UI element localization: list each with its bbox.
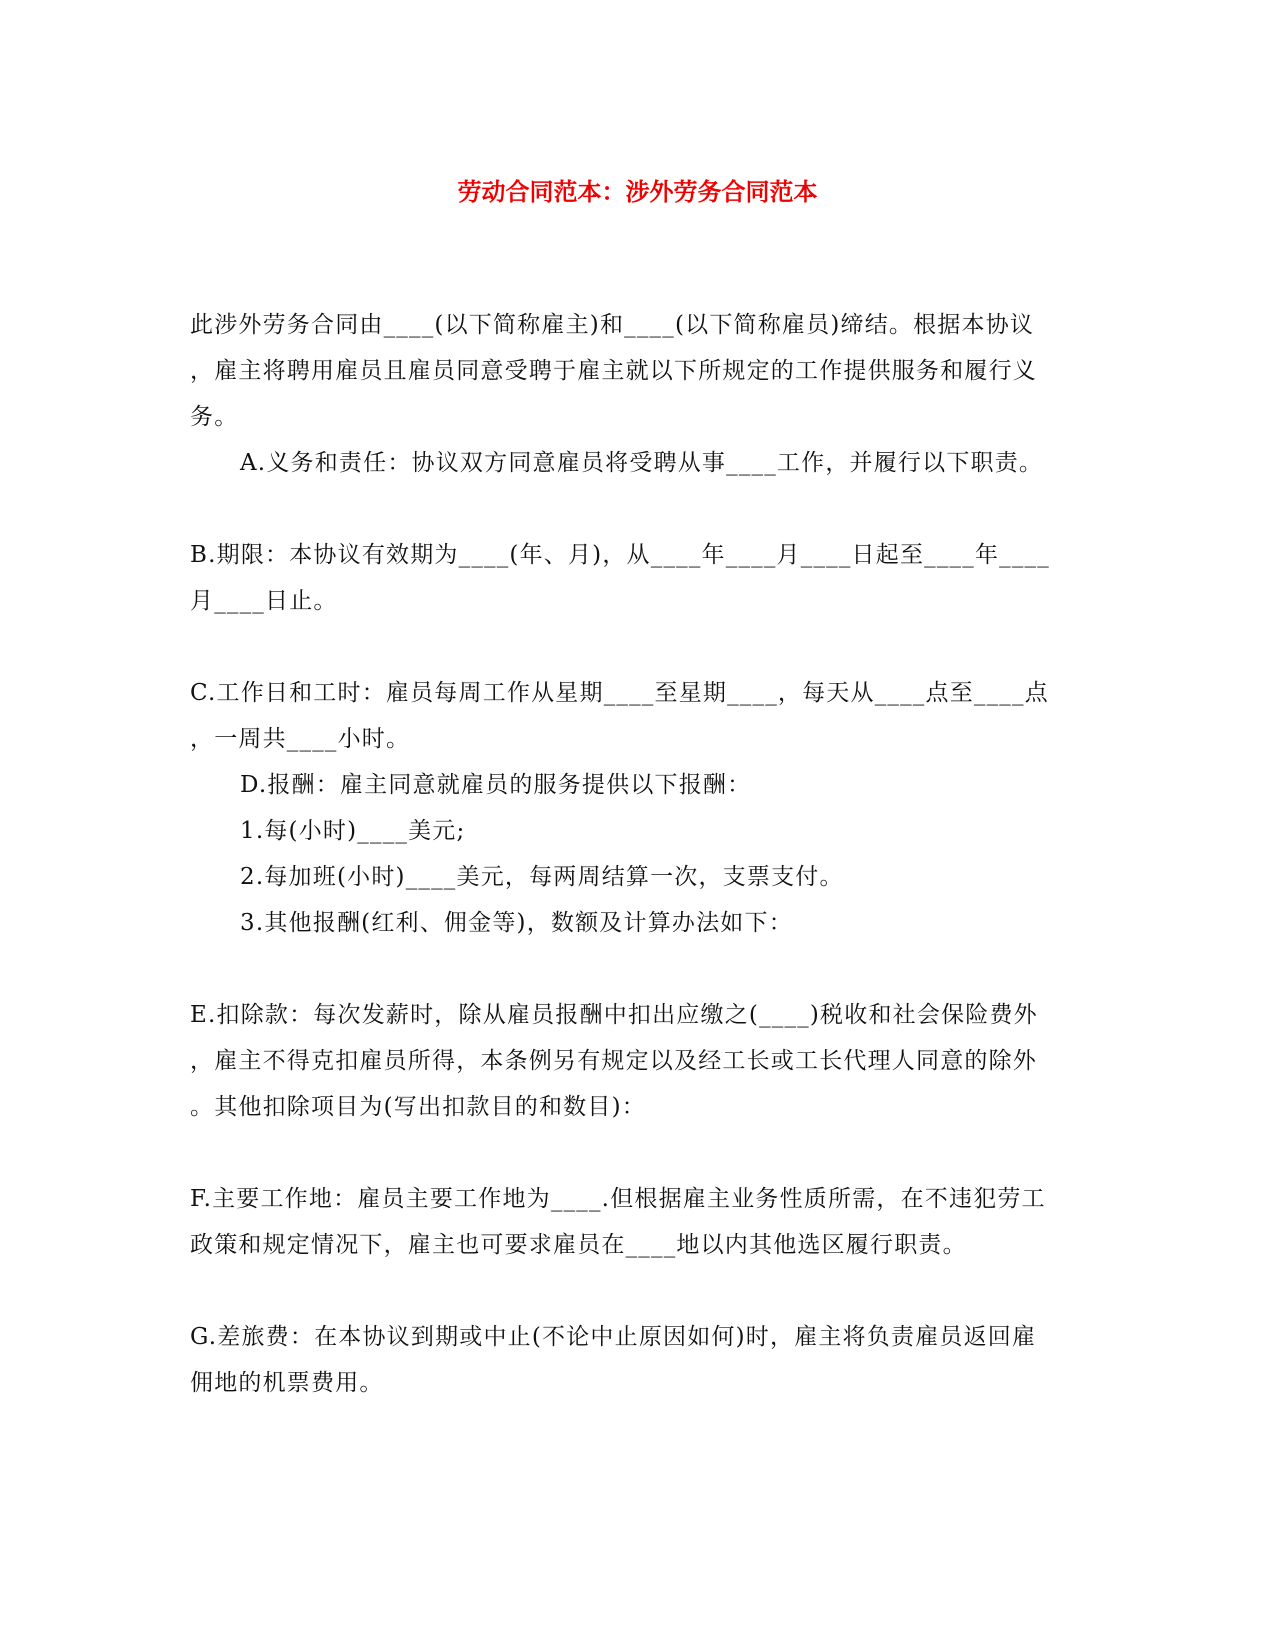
text-line: 月____日止。 — [190, 588, 338, 614]
text-line: 务。 — [190, 404, 239, 430]
text-line: C.工作日和工时：雇员每周工作从星期____至星期____，每天从____点至____点 — [190, 680, 1049, 706]
text-line: ，雇主将聘用雇员且雇员同意受聘于雇主就以下所规定的工作提供服务和履行义 — [190, 358, 1037, 384]
text-line: B.期限：本协议有效期为____(年、月)，从____年____月____日起至____年____ — [190, 542, 1050, 568]
text-line: 2.每加班(小时)____美元，每两周结算一次，支票支付。 — [240, 864, 844, 890]
document-title: 劳动合同范本：涉外劳务合同范本 — [457, 178, 818, 206]
text-line: 佣地的机票费用。 — [190, 1370, 384, 1396]
text-line: A.义务和责任：协议双方同意雇员将受聘从事____工作，并履行以下职责。 — [240, 450, 1044, 476]
text-line: D.报酬：雇主同意就雇员的服务提供以下报酬： — [240, 772, 752, 798]
text-line: 此涉外劳务合同由____(以下简称雇主)和____(以下简称雇员)缔结。根据本协议 — [190, 312, 1035, 338]
text-line: ，雇主不得克扣雇员所得，本条例另有规定以及经工长或工长代理人同意的除外 — [190, 1048, 1037, 1074]
text-line: F.主要工作地：雇员主要工作地为____.但根据雇主业务性质所需，在不违犯劳工 — [190, 1186, 1046, 1212]
text-line: 。其他扣除项目为(写出扣款目的和数目)： — [190, 1094, 646, 1120]
text-line: ，一周共____小时。 — [190, 726, 411, 752]
text-line: 1.每(小时)____美元; — [240, 818, 466, 844]
text-line: G.差旅费：在本协议到期或中止(不论中止原因如何)时，雇主将负责雇员返回雇 — [190, 1324, 1037, 1350]
text-line: E.扣除款：每次发薪时，除从雇员报酬中扣出应缴之(____)税收和社会保险费外 — [190, 1002, 1038, 1028]
text-line: 政策和规定情况下，雇主也可要求雇员在____地以内其他选区履行职责。 — [190, 1232, 967, 1258]
text-line: 3.其他报酬(红利、佣金等)，数额及计算办法如下： — [240, 910, 793, 936]
